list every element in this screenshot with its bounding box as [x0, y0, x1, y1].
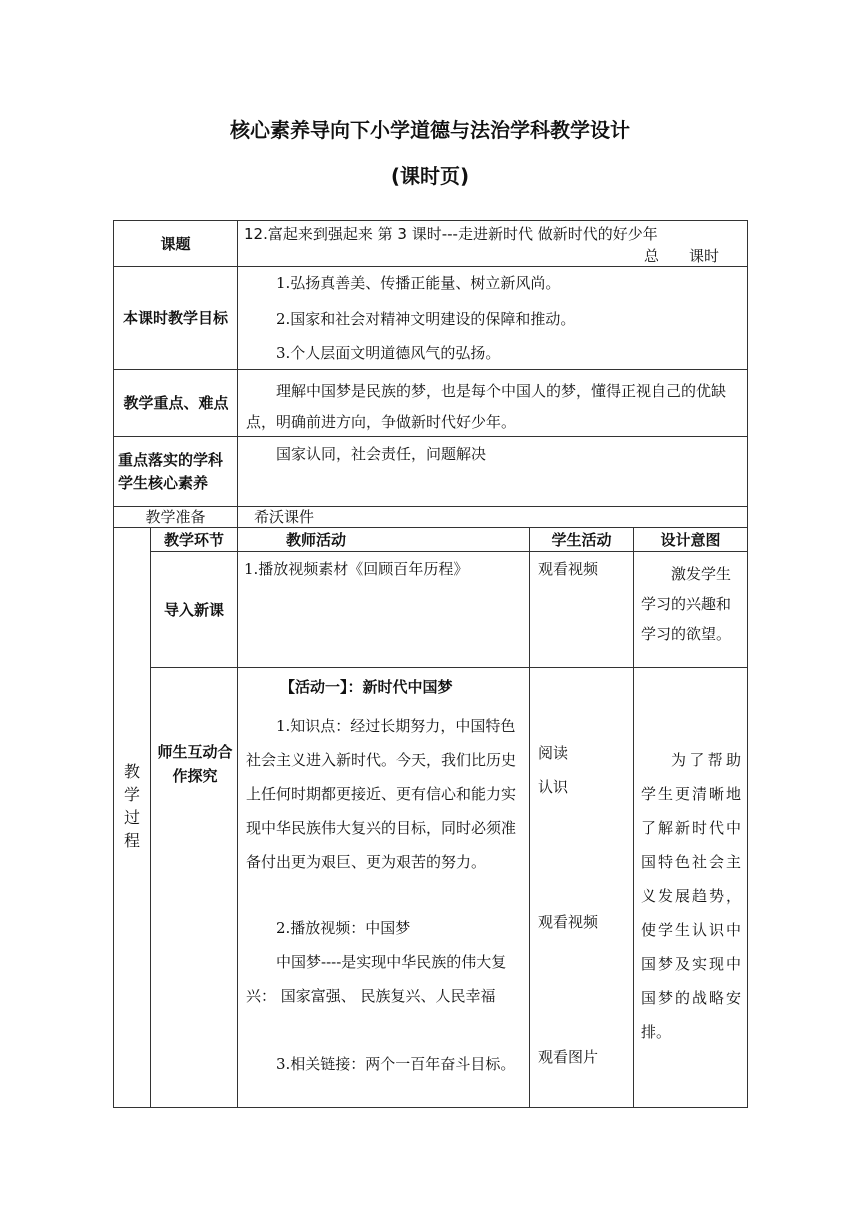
student-intro: 观看视频: [538, 560, 599, 578]
intent-intro: 激发学生学习的兴趣和学习的欲望。: [641, 565, 732, 643]
objectives-label: 本课时教学目标: [122, 309, 228, 327]
teacher-point-1: 1.知识点：经过长期努力，中国特色社会主义进入新时代。今天，我们比历史上任何时期都更接近、更有信心和能力实现中华民族伟大复兴的目标，同时必须准备付出更为艰巨、更为艰苦的努力。: [246, 717, 517, 871]
total-hours: 总 课时: [644, 247, 720, 265]
student-activity: 阅读: [538, 744, 569, 762]
document-title: 核心素养导向下小学道德与法治学科教学设计: [230, 118, 630, 142]
student-activity: 认识: [538, 778, 569, 796]
keypoints-text: 理解中国梦是民族的梦，也是每个中国人的梦，懂得正视自己的优缺点，明确前进方向，争做新时代好少年。: [246, 382, 727, 431]
topic-label: 课题: [160, 234, 191, 253]
activity-title: 【活动一】：新时代中国梦: [280, 678, 453, 696]
student-activity: 观看视频: [538, 913, 599, 931]
header-intent: 设计意图: [660, 530, 721, 549]
process-side-label-text: 教学过程: [123, 762, 140, 850]
header-stage: 教学环节: [163, 530, 224, 549]
teacher-point-3: 中国梦----是实现中华民族的伟大复兴： 国家富强、 民族复兴、人民幸福: [246, 953, 507, 1005]
teacher-point-4: 3.相关链接：两个一百年奋斗目标。: [276, 1055, 516, 1073]
header-teacher: 教师活动: [286, 530, 347, 549]
teacher-intro: 1.播放视频素材《回顾百年历程》: [244, 560, 469, 578]
stage-intro: 导入新课: [163, 600, 224, 619]
process-side-label: [114, 760, 150, 852]
literacy-text: 国家认同，社会责任，问题解决: [276, 445, 487, 463]
teacher-point-2: 2.播放视频：中国梦: [276, 919, 411, 937]
prep-text: 希沃课件: [254, 508, 315, 526]
topic-text: 12.富起来到强起来 第 3 课时---走进新时代 做新时代的好少年: [244, 225, 658, 243]
document-subtitle: (课时页): [390, 164, 470, 188]
objective-item: 1.弘扬真善美、传播正能量、树立新风尚。: [276, 274, 561, 292]
student-activity: 观看图片: [538, 1048, 599, 1066]
objective-item: 2.国家和社会对精神文明建设的保障和推动。: [276, 310, 576, 328]
literacy-label: 重点落实的学科学生核心素养: [118, 450, 224, 492]
keypoints-label: 教学重点、难点: [123, 394, 229, 412]
intent-explore: 为了帮助学生更清晰地了解新时代中国特色社会主义发展趋势，使学生认识中国梦及实现中国梦的战略安排。: [641, 751, 741, 1041]
header-student: 学生活动: [551, 530, 612, 549]
prep-label: 教学准备: [145, 508, 206, 526]
stage-explore: 师生互动合作探究: [157, 743, 233, 785]
objective-item: 3.个人层面文明道德风气的弘扬。: [276, 344, 501, 362]
